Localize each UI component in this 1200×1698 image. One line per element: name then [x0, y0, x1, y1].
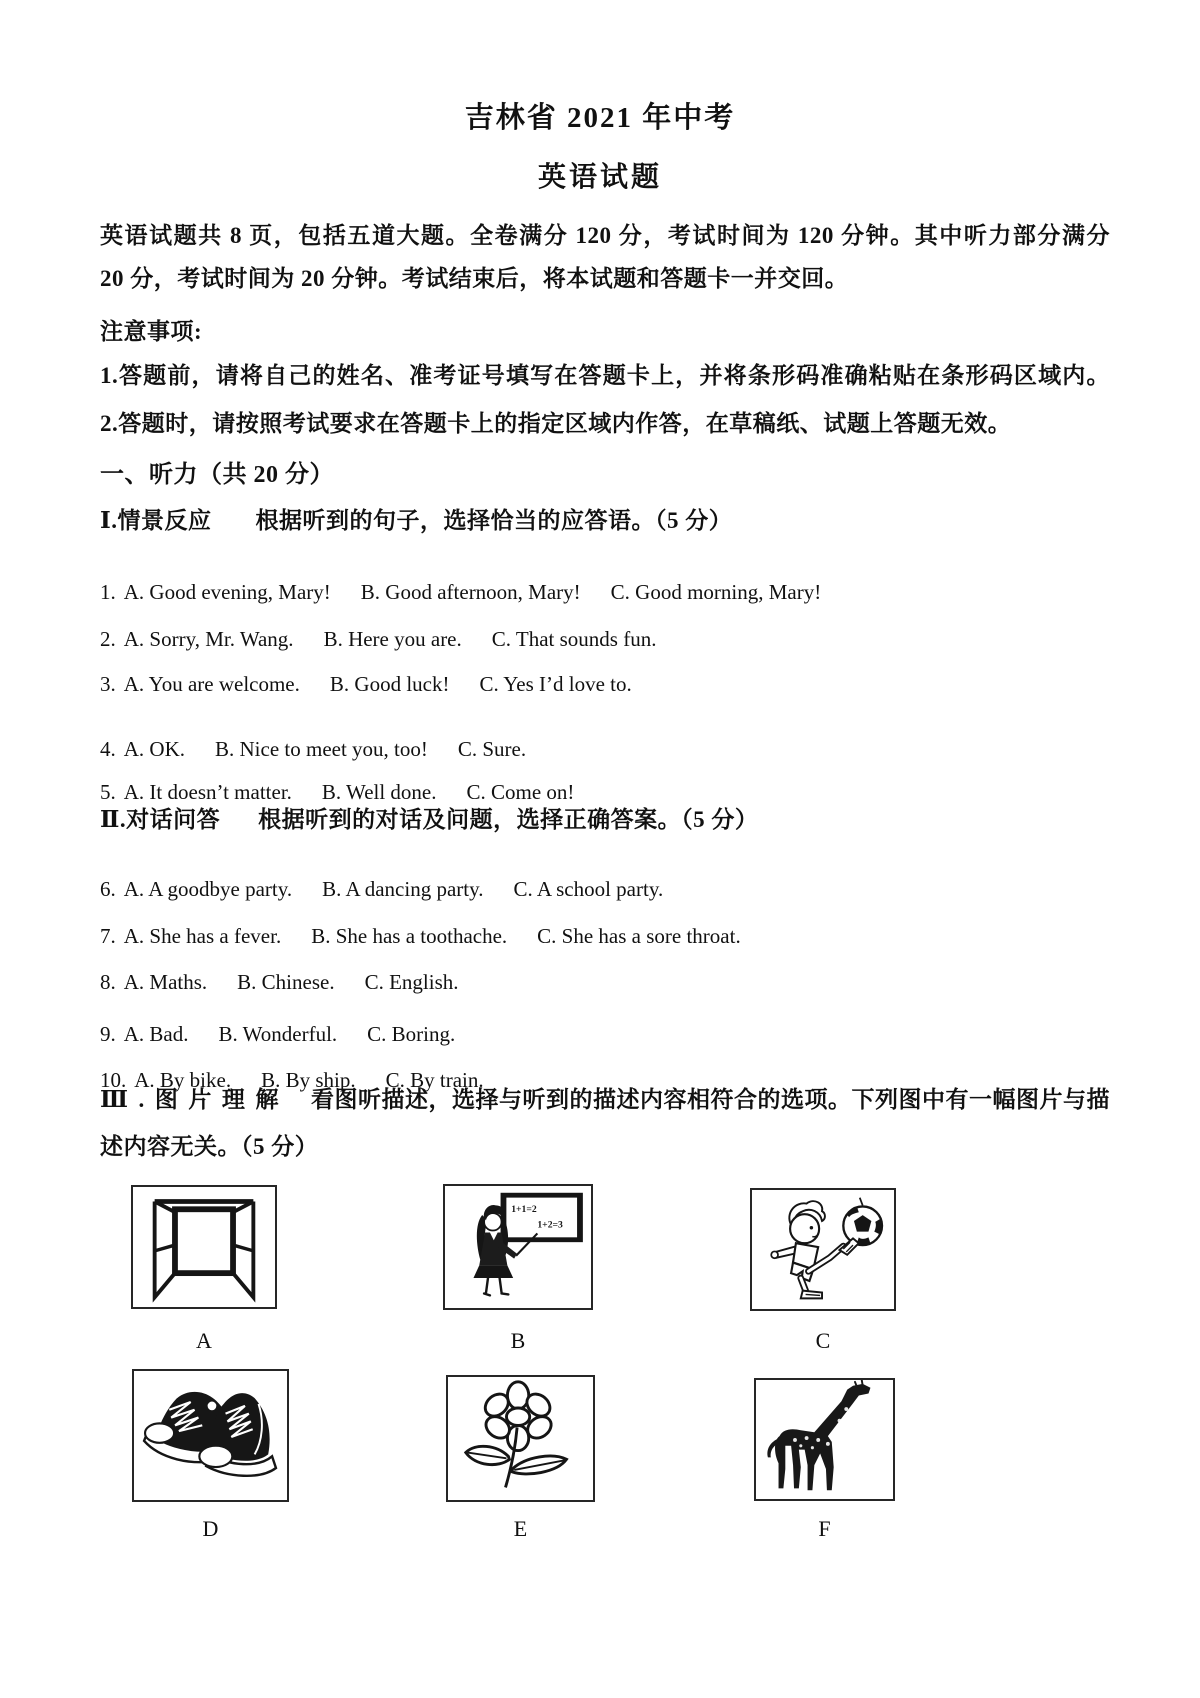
question-line-1 — [100, 580, 1110, 605]
option-c: C. Yes I’d love to. — [479, 672, 632, 696]
teacher-board-icon — [445, 1186, 591, 1308]
question-line-3 — [100, 672, 1110, 697]
option-b: B. She has a toothache. — [311, 924, 508, 948]
option-b: B. Nice to meet you, too! — [215, 737, 428, 761]
note-1: 1.答题前，请将自己的姓名、准考证号填写在答题卡上，并将条形码准确粘贴在条形码区域内。 — [100, 363, 1110, 388]
question-line-2 — [100, 627, 1110, 652]
option-a: A. It doesn’t matter. — [123, 780, 292, 804]
option-c: C. English. — [364, 970, 459, 994]
option-a: A. Good evening, Mary! — [123, 580, 331, 604]
board-text-2: 1+2=3 — [537, 1219, 563, 1231]
option-c: C. Come on! — [466, 780, 575, 804]
page-subtitle: 英语试题 — [537, 162, 662, 193]
option-a: A. Bad. — [123, 1022, 189, 1046]
question-number: 6. — [100, 877, 116, 901]
figure-d-sneakers-image — [132, 1369, 289, 1502]
part1-heading — [100, 507, 1110, 534]
flower-icon — [448, 1377, 593, 1500]
option-a: A. OK. — [123, 737, 185, 761]
option-b: B. Here you are. — [323, 627, 462, 651]
page-title: 吉林省 2021 年中考 — [464, 102, 736, 134]
intro-line-1: 英语试题共 8 页，包括五道大题。全卷满分 120 分，考试时间为 120 分钟。其中听力部分满分 — [100, 223, 1111, 248]
giraffe-icon — [756, 1380, 893, 1499]
boy-kicking-ball-icon — [752, 1190, 894, 1309]
note-2: 2.答题时，请按照考试要求在答题卡上的指定区域内作答，在草稿纸、试题上答题无效。 — [100, 411, 1012, 436]
figure-a-window-image — [131, 1185, 277, 1309]
question-number: 3. — [100, 672, 116, 696]
figure-e-flower-image — [446, 1375, 595, 1502]
option-b: B. Chinese. — [237, 970, 335, 994]
question-number: 10. — [100, 1068, 127, 1092]
option-a: A. You are welcome. — [123, 672, 300, 696]
question-number: 7. — [100, 924, 116, 948]
option-b: B. Wonderful. — [218, 1022, 338, 1046]
option-c: C. Good morning, Mary! — [610, 580, 822, 604]
option-b: B. A dancing party. — [322, 877, 484, 901]
question-number: 5. — [100, 780, 116, 804]
option-a: A. Sorry, Mr. Wang. — [123, 627, 294, 651]
figure-f-giraffe-image — [754, 1378, 895, 1501]
window-icon — [133, 1187, 275, 1307]
question-line-5 — [100, 780, 1110, 805]
part3-instruction-line-2: 述内容无关。（5 分） — [100, 1134, 319, 1159]
question-number: 8. — [100, 970, 116, 994]
option-c: C. Sure. — [457, 737, 527, 761]
figure-c-label: C — [815, 1328, 831, 1353]
question-number: 9. — [100, 1022, 116, 1046]
option-a: A. She has a fever. — [123, 924, 282, 948]
option-c: C. By train. — [385, 1068, 484, 1092]
option-c: C. A school party. — [513, 877, 664, 901]
question-line-9 — [100, 1022, 1110, 1047]
intro-line-2: 20 分，考试时间为 20 分钟。考试结束后，将本试题和答题卡一并交回。 — [100, 266, 849, 291]
option-a: A. By bike. — [134, 1068, 232, 1092]
part1-label: Ⅰ.情景反应 — [100, 508, 212, 533]
sneakers-icon — [134, 1371, 287, 1500]
question-line-7 — [100, 924, 1110, 949]
figure-e-label: E — [513, 1516, 528, 1541]
part2-instruction: 根据听到的对话及问题，选择正确答案。（5 分） — [258, 807, 759, 832]
option-a: A. A goodbye party. — [123, 877, 293, 901]
part3-label: Ⅲ.图片理解 — [100, 1087, 289, 1112]
figure-d-label: D — [202, 1516, 219, 1541]
part3-instruction-line-1: 看图听描述，选择与听到的描述内容相符合的选项。下列图中有一幅图片与描 — [311, 1087, 1110, 1112]
option-b: B. Good afternoon, Mary! — [360, 580, 581, 604]
figure-b-teacher-image — [443, 1184, 593, 1310]
part2-heading — [100, 806, 1110, 833]
figure-c-football-boy-image — [750, 1188, 896, 1311]
option-c: C. Boring. — [367, 1022, 456, 1046]
question-number: 1. — [100, 580, 116, 604]
section-listening-heading: 一、听力（共 20 分） — [100, 462, 334, 488]
question-number: 2. — [100, 627, 116, 651]
part3-heading-line-1 — [100, 1086, 1110, 1113]
question-line-6 — [100, 877, 1110, 902]
option-b: B. Well done. — [321, 780, 437, 804]
question-line-4 — [100, 737, 1110, 762]
figure-a-label: A — [196, 1328, 212, 1353]
part2-label: Ⅱ.对话问答 — [100, 807, 221, 832]
part1-instruction: 根据听到的句子，选择恰当的应答语。（5 分） — [255, 508, 733, 533]
figure-b-label: B — [510, 1328, 526, 1353]
option-b: B. Good luck! — [329, 672, 450, 696]
option-a: A. Maths. — [123, 970, 208, 994]
option-c: C. That sounds fun. — [491, 627, 657, 651]
option-c: C. She has a sore throat. — [537, 924, 741, 948]
option-b: B. By ship. — [261, 1068, 356, 1092]
question-number: 4. — [100, 737, 116, 761]
board-text-1: 1+1=2 — [511, 1204, 537, 1216]
question-line-8 — [100, 970, 1110, 995]
figure-f-label: F — [818, 1516, 831, 1541]
notes-heading: 注意事项: — [100, 319, 203, 344]
